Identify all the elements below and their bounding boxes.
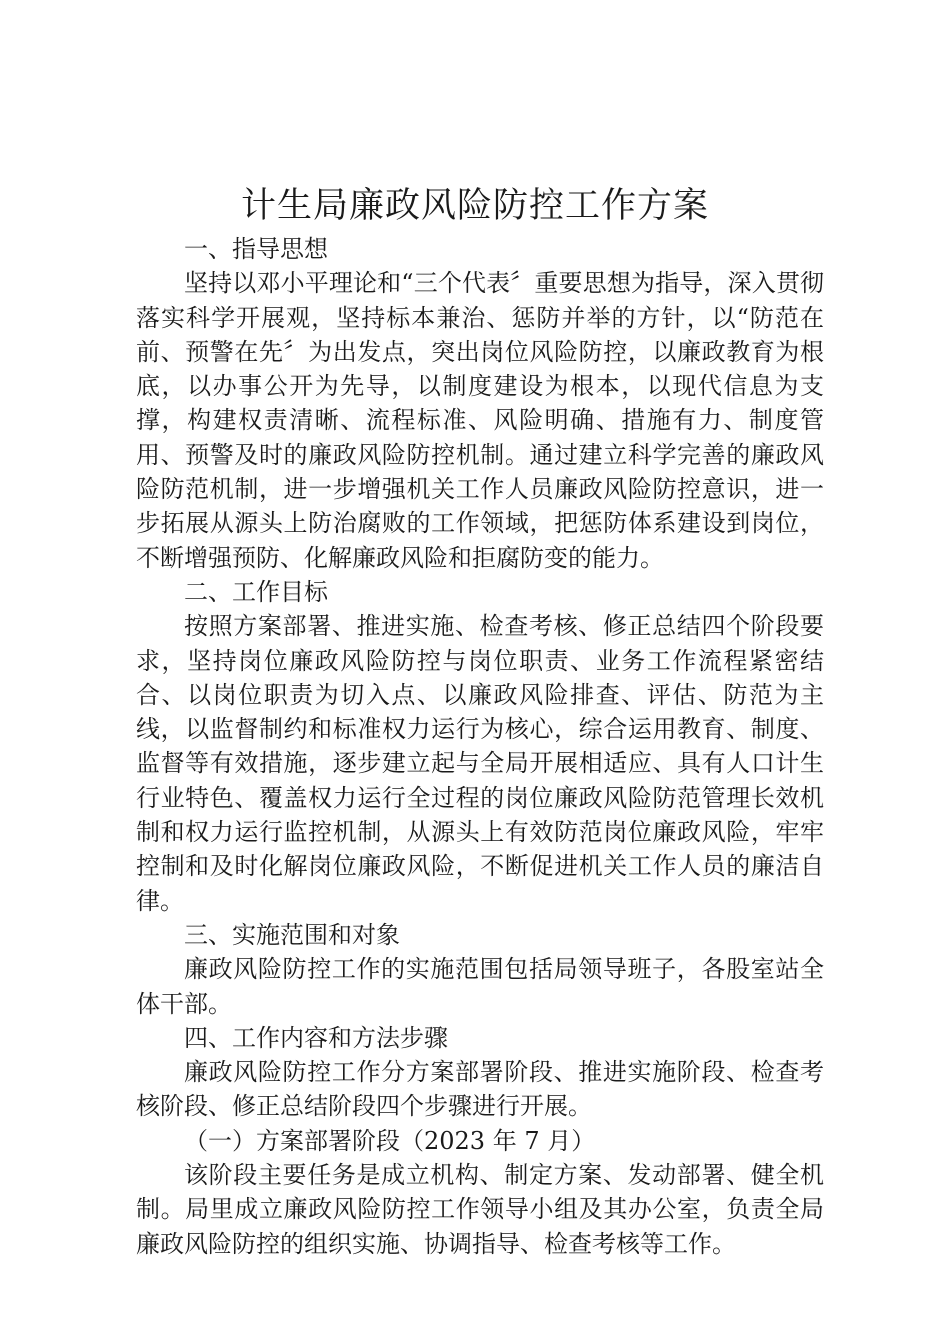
paragraph-guiding-thought: 坚持以邓小平理论和“三个代表〞重要思想为指导，深入贯彻落实科学开展观，坚持标本兼治、惩防并举的方针，以“防范在前、预警在先〞为出发点，突出岗位风险防控，以廉政教育为根底，以办事公开为先导，以制度建设为根本，以现代信息为支撑，构建权责清晰、流程标准、风险明确、措施有力、制度管用、预警及时的廉政风险防控机制。通过建立科学完善的廉政风险防范机制，进一步增强机关工作人员廉政风险防控意识，进一步拓展从源头上防治腐败的工作领域，把惩防体系建设到岗位，不断增强预防、化解廉政风险和拒腐防变的能力。 bbox=[136, 269, 824, 572]
paragraph-work-goals: 按照方案部署、推进实施、检查考核、修正总结四个阶段要求，坚持岗位廉政风险防控与岗位职责、业务工作流程紧密结合、以岗位职责为切入点、以廉政风险排查、评估、防范为主线，以监督制约和标准权力运行为核心，综合运用教育、制度、监督等有效措施，逐步建立起与全局开展相适应、具有人口计生行业特色、覆盖权力运行全过程的岗位廉政风险防范管理长效机制和权力运行监控机制，从源头上有效防范岗位廉政风险，牢牢控制和及时化解岗位廉政风险，不断促进机关工作人员的廉洁自律。 bbox=[136, 612, 824, 915]
paragraph-content-steps: 廉政风险防控工作分方案部署阶段、推进实施阶段、检查考核阶段、修正总结阶段四个步骤进行开展。 bbox=[136, 1058, 824, 1121]
section-heading-guiding-thought: 一、指导思想 bbox=[184, 235, 328, 263]
paragraph-scope: 廉政风险防控工作的实施范围包括局领导班子，各股室站全体干部。 bbox=[136, 955, 824, 1018]
section-heading-scope: 三、实施范围和对象 bbox=[184, 920, 400, 949]
section-heading-work-goals: 二、工作目标 bbox=[184, 577, 328, 606]
section-heading-content-steps: 四、工作内容和方法步骤 bbox=[184, 1023, 448, 1052]
document-title: 计生局廉政风险防控工作方案 bbox=[240, 186, 709, 226]
subsection-heading-deployment-stage: （一）方案部署阶段（2023 年 7 月） bbox=[184, 1126, 596, 1155]
document-body bbox=[136, 232, 824, 1261]
paragraph-deployment-stage: 该阶段主要任务是成立机构、制定方案、发动部署、健全机制。局里成立廉政风险防控工作领导小组及其办公室，负责全局廉政风险防控的组织实施、协调指导、检查考核等工作。 bbox=[136, 1161, 824, 1258]
